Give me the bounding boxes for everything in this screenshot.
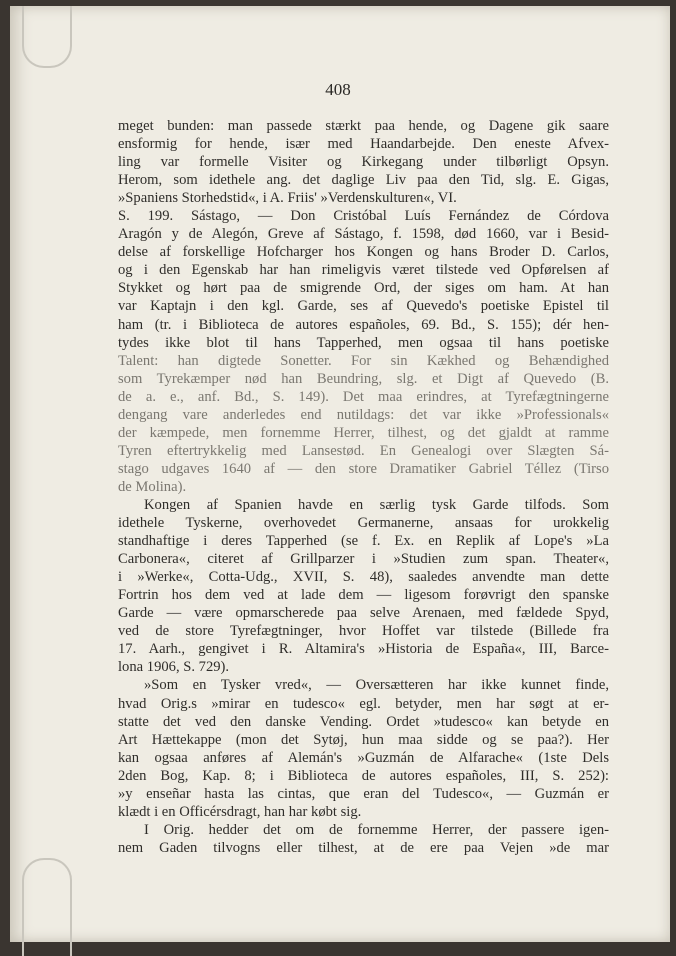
text-line: statte det ved den danske Vending. Ordet »tudesco« kan betyde en — [118, 713, 609, 730]
text-line: idethele Tyskerne, overhovedet Germanerne, ansaas for urokkelig — [118, 515, 609, 532]
page-number: 408 — [325, 80, 351, 99]
text-line: hvad Orig.s »mirar en tudesco« egl. betyder, men har søgt at er- — [118, 695, 609, 712]
text-line: Tyren eftertrykkelig med Lansestød. En Genealogi over Slægten Sá- — [118, 442, 609, 459]
text-line: Kongen af Spanien havde en særlig tysk Garde tilfods. Som — [144, 496, 609, 513]
text-line: Art Hættekappe (mon det Sytøj, hun maa sidde og se paa?). Her — [118, 731, 609, 748]
text-line: tydes ikke blot til hans Tapperhed, men ogsaa til hans poetiske — [118, 334, 609, 351]
text-line: ling var formelle Visiter og Kirkegang under tilbørligt Opsyn. — [118, 154, 609, 171]
text-line: standhaftige i deres Tapperhed (se f. Ex. en Replik af Lope's »La — [118, 533, 609, 550]
binder-clip-top — [22, 6, 72, 68]
text-line: der kæmpede, men fornemme Herrer, tilhest, og det gjaldt at ramme — [118, 424, 609, 441]
binder-clip-bottom — [22, 858, 72, 956]
text-line: meget bunden: man passede stærkt paa hende, og Dagene gik saare — [118, 118, 609, 134]
text-line: Stykket og hørt paa de smigrende Ord, der siges om ham. At han — [118, 280, 609, 297]
text-line: 17. Aarh., gengivet i R. Altamira's »Historia de España«, III, Barce- — [118, 641, 609, 658]
text-line: Herom, som idethele ang. det daglige Liv paa den Tid, slg. E. Gigas, — [118, 172, 609, 189]
text-line: Garde — være opmarscherede paa selve Arenaen, med fældede Spyd, — [118, 605, 609, 622]
text-line: de a. e., anf. Bd., S. 149). Det maa erindres, at Tyrefægtningerne — [118, 388, 609, 405]
text-line: Carbonera«, citeret af Grillparzer i »Studien zum span. Theater«, — [118, 551, 609, 568]
text-line: »y enseñar hasta las cintas, que eran del Tudesco«, — Guzmán er — [118, 785, 609, 802]
text-line: I Orig. hedder det om de fornemme Herrer, der passere igen- — [144, 821, 609, 838]
text-line: delse af forskellige Hofcharger hos Kongen og hans Broder D. Carlos, — [118, 244, 609, 261]
text-line: ved de store Tyrefægtninger, hvor Hoffet var tilstede (Billede fra — [118, 623, 609, 640]
text-line: S. 199. Sástago, — Don Cristóbal Luís Fernández de Córdova — [118, 208, 609, 225]
text-line: lona 1906, S. 729). — [118, 659, 230, 676]
text-line: ensformig for hende, især med Haandarbejde. Den eneste Afvex- — [118, 136, 609, 153]
text-line: Fortrin hos dem ved at lade dem — ligesom forøvrigt den spanske — [118, 587, 609, 604]
text-line: Talent: han digtede Sonetter. For sin Kækhed og Behændighed — [118, 352, 609, 369]
text-line: klædt i en Officérsdragt, han har købt sig. — [118, 803, 362, 820]
text-line: i »Werke«, Cotta-Udg., XVII, S. 48), saaledes anvendte man dette — [118, 569, 609, 586]
text-line: stago udgaves 1640 af — den store Dramatiker Gabriel Téllez (Tirso — [118, 460, 609, 477]
text-line: var Kaptajn i den kgl. Garde, ses af Quevedo's poetiske Epistel til — [118, 298, 609, 315]
text-line: og i den Egenskab har han rimeligvis været tilstede ved Opførelsen af — [118, 262, 609, 279]
text-line: »Spaniens Storhedstid«, i A. Friis' »Verdenskulturen«, VI. — [118, 190, 457, 207]
text-line: ham (tr. i Biblioteca de autores españoles, 69. Bd., S. 155); dér hen- — [118, 316, 609, 333]
text-line: 2den Bog, Kap. 8; i Biblioteca de autores españoles, III, S. 252): — [118, 767, 609, 784]
text-line: de Molina). — [118, 478, 187, 495]
text-line: dengang vare anderledes end nutildags: det var ikke »Professionals« — [118, 406, 609, 423]
text-line: kan ogsaa anføres af Alemán's »Guzmán de Alfarache« (1ste Dels — [118, 749, 609, 766]
body-text — [118, 117, 609, 857]
text-line: Aragón y de Alegón, Greve af Sástago, f. 1598, død 1660, var i Besid- — [118, 226, 609, 243]
text-line: »Som en Tysker vred«, — Oversætteren har ikke kunnet finde, — [144, 677, 609, 694]
text-line: som Tyrekæmper nød han Beundring, slg. et Digt af Quevedo (B. — [118, 370, 609, 387]
text-line: nem Gaden tilvogns eller tilhest, at de ere paa Vejen »de mar — [118, 839, 609, 856]
